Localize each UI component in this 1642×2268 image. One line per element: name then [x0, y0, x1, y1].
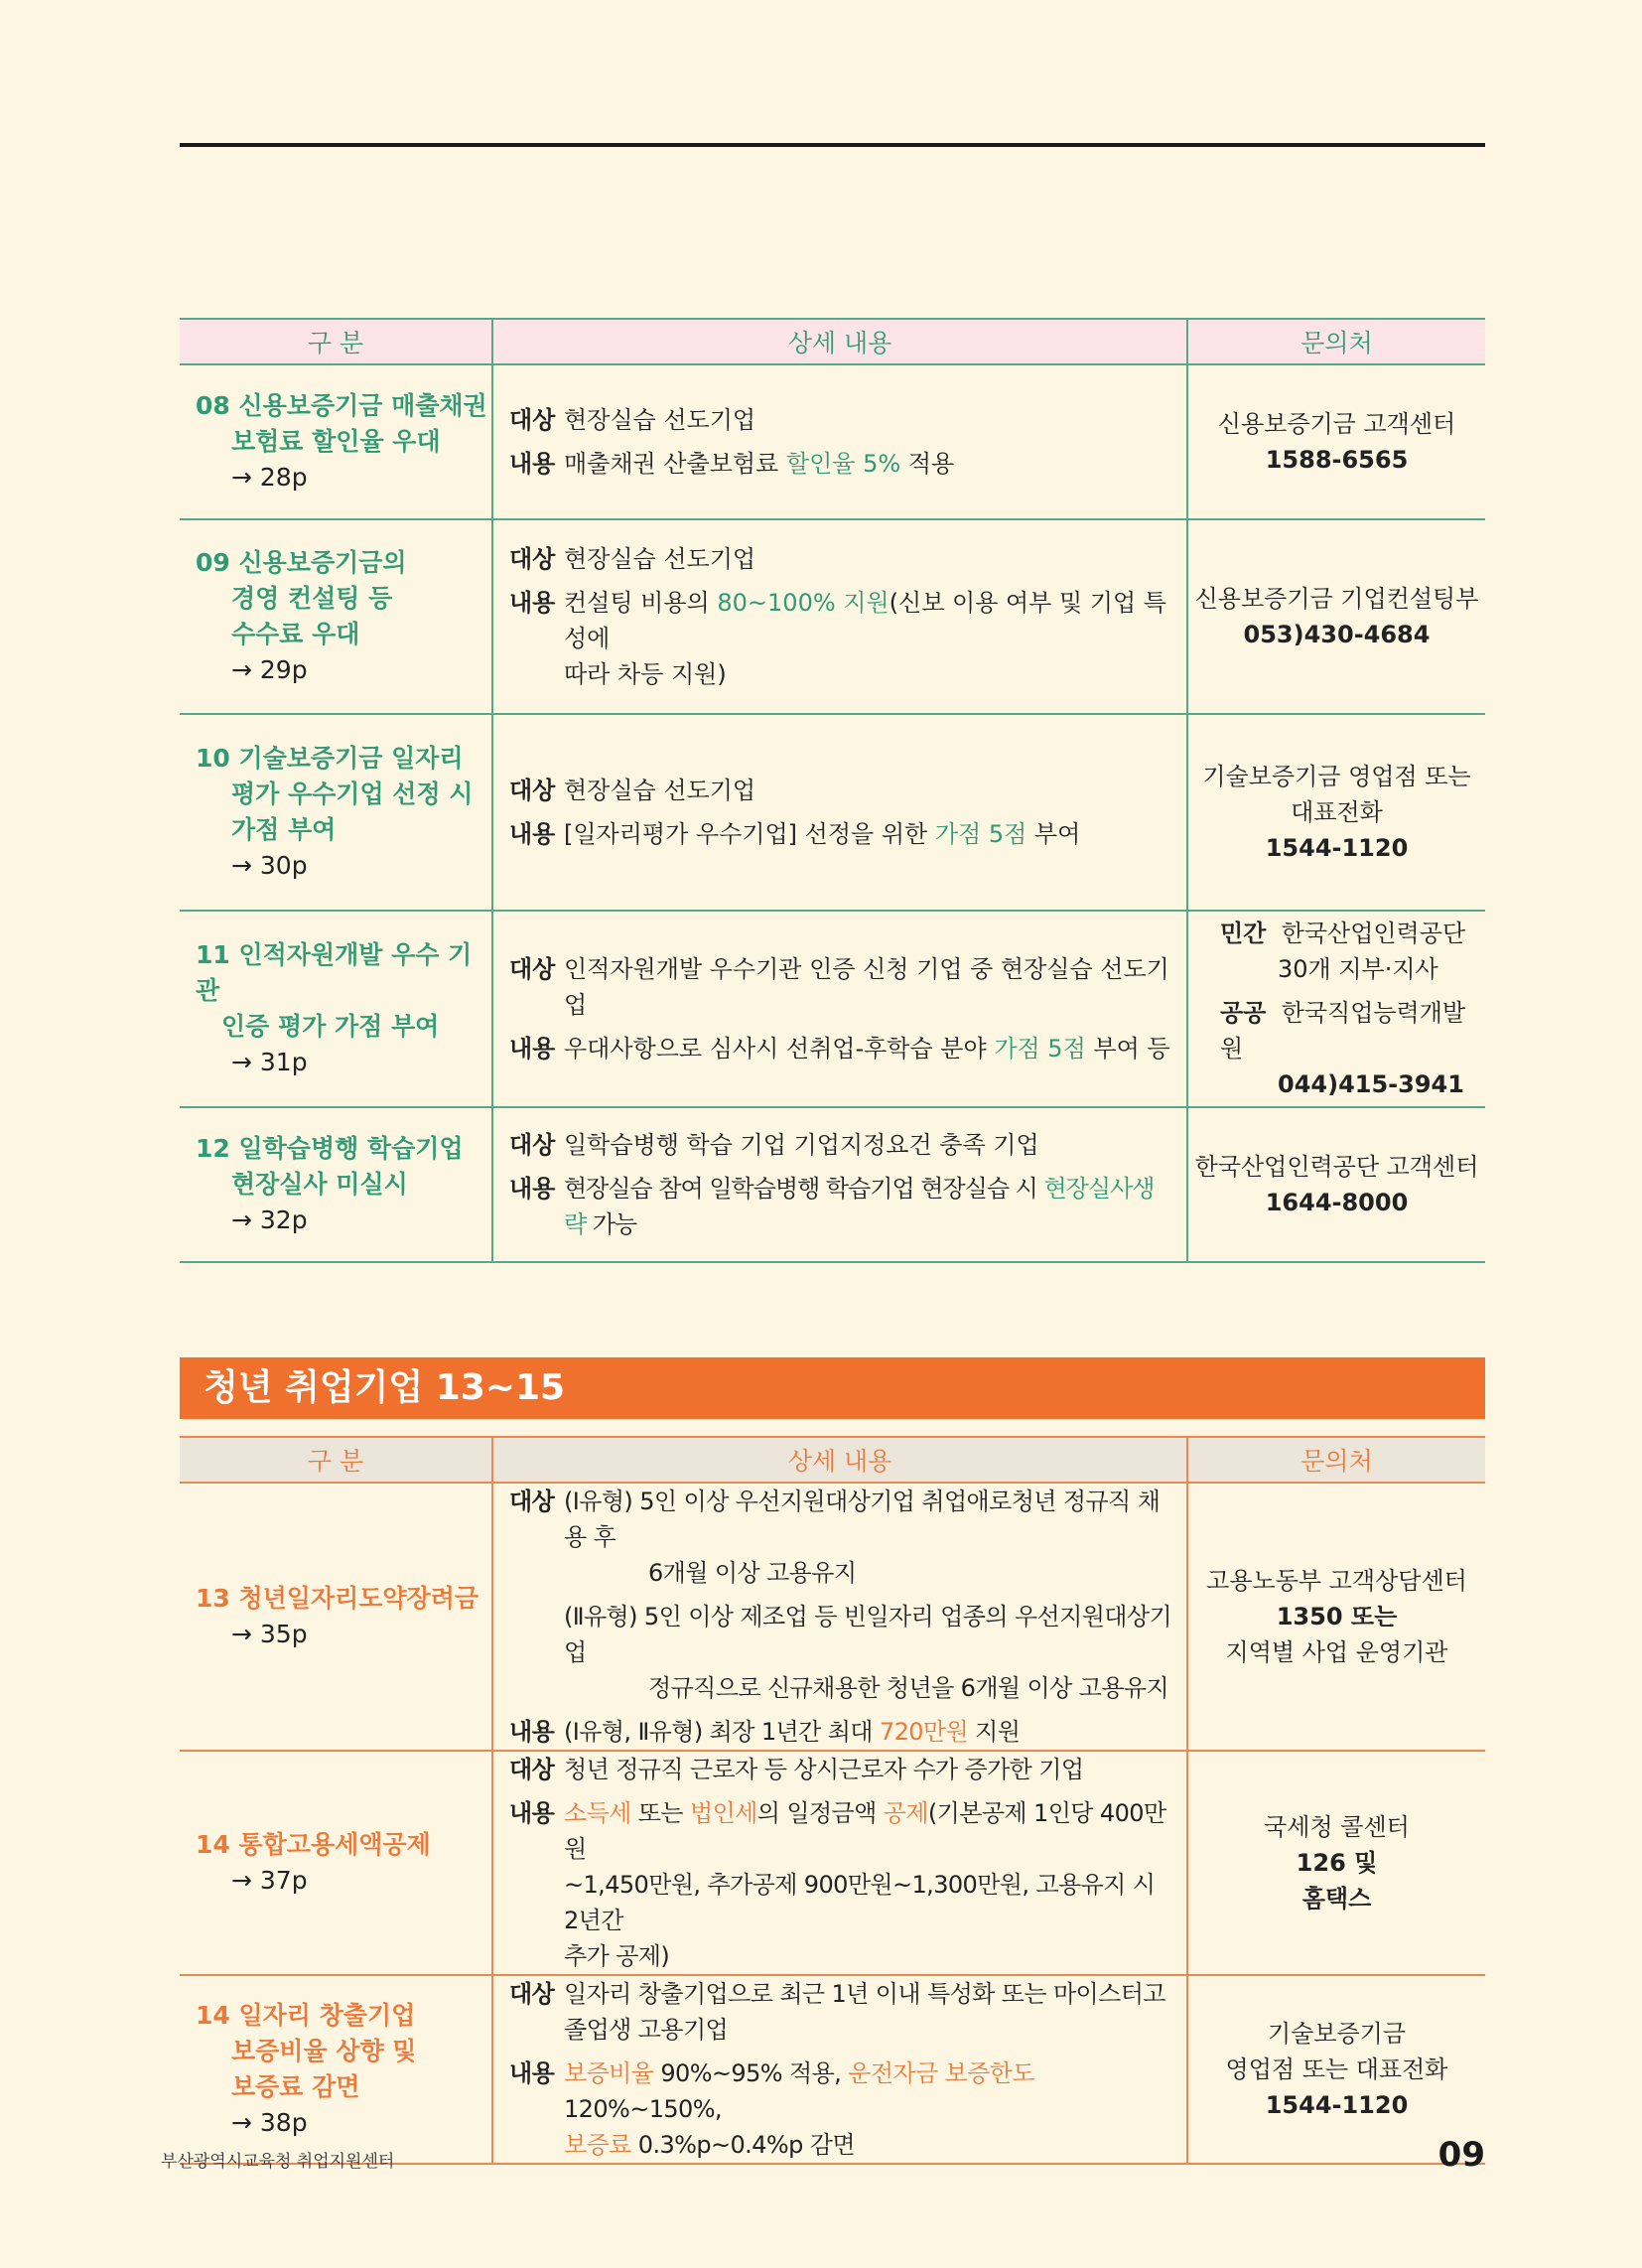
- content-text: 부여: [1026, 820, 1081, 848]
- table-row: [180, 519, 1485, 714]
- content-text: 추가 공제): [564, 1942, 670, 1970]
- contact-phone: 126 및: [1296, 1849, 1378, 1877]
- table-row: [180, 1483, 1485, 1751]
- content-highlight: 운전자금 보증한도: [848, 2059, 1034, 2087]
- page-link[interactable]: → 29p: [231, 655, 308, 684]
- contact-org: 기술보증기금 영업점 또는: [1202, 763, 1471, 790]
- category-cell: [180, 1975, 492, 2164]
- contact-cell: [1187, 911, 1485, 1107]
- content-text: 120%~150%,: [564, 2095, 722, 2123]
- page-link[interactable]: → 28p: [231, 463, 308, 492]
- content-text: ~1,450만원, 추가공제 900만원~1,300만원, 고용유지 시 2년간: [564, 1871, 1156, 1934]
- content-label: 내용: [509, 1035, 556, 1063]
- contact-org: 한국산업인력공단 고객센터: [1194, 1153, 1479, 1181]
- detail-cell: [492, 519, 1187, 714]
- header-contact: 문의처: [1187, 1437, 1485, 1483]
- content-highlight: 보증료: [564, 2131, 631, 2159]
- target-text: 현장실습 선도기업: [564, 777, 756, 804]
- contact-org: 고용노동부 고객상담센터: [1206, 1567, 1467, 1595]
- target-text: 일학습병행 학습 기업 기업지정요건 충족 기업: [564, 1131, 1039, 1159]
- category-title: 13 청년일자리도약장려금: [196, 1584, 479, 1613]
- category-title: 수수료 우대: [231, 620, 360, 648]
- content-label: 내용: [509, 450, 556, 478]
- target-label: 대상: [509, 406, 556, 434]
- content-highlight: 소득세: [564, 1799, 631, 1827]
- section-banner: 청년 취업기업 13~15: [180, 1357, 1485, 1419]
- contact-cell: [1187, 714, 1485, 911]
- target-label: 대상: [509, 955, 556, 983]
- detail-cell: [492, 1975, 1187, 2164]
- content-text: 현장실습 참여 일학습병행 학습기업 현장실습 시: [564, 1175, 1044, 1203]
- target-label: 대상: [509, 1131, 556, 1159]
- page-link[interactable]: → 35p: [231, 1620, 308, 1648]
- target-text: 일자리 창출기업으로 최근 1년 이내 특성화 또는 마이스터고: [564, 1980, 1165, 2008]
- target-text: (Ⅱ유형) 5인 이상 제조업 등 빈일자리 업종의 우선지원대상기업: [564, 1603, 1172, 1666]
- category-title: 08 신용보증기금 매출채권: [196, 391, 487, 420]
- content-highlight: 가점 5점: [994, 1035, 1086, 1063]
- benefits-table-2: [180, 1436, 1485, 2165]
- content-text: (Ⅰ유형, Ⅱ유형) 최장 1년간 최대: [564, 1718, 880, 1746]
- contact-org: 기술보증기금: [1267, 2020, 1407, 2048]
- content-text: 의 일정금액: [756, 1799, 884, 1827]
- target-text: 청년 정규직 근로자 등 상시근로자 수가 증가한 기업: [564, 1756, 1084, 1783]
- content-text: 부여 등: [1085, 1035, 1170, 1063]
- content-text: (기본공제 1인당 400만원: [564, 1799, 1166, 1863]
- content-text: 컨설팅 비용의: [564, 589, 718, 617]
- page-link[interactable]: → 32p: [231, 1205, 308, 1234]
- category-title: 가점 부여: [231, 815, 337, 844]
- target-text: 졸업생 고용기업: [564, 2016, 729, 2044]
- category-title: 12 일학습병행 학습기업: [196, 1134, 464, 1163]
- contact-cell: [1187, 1107, 1485, 1262]
- category-cell: [180, 911, 492, 1107]
- content-label: 내용: [509, 820, 556, 848]
- content-label: 내용: [509, 1718, 555, 1746]
- contact-org: 한국직업능력개발원: [1220, 999, 1466, 1063]
- contact-phone: 1588-6565: [1265, 446, 1409, 474]
- contact-phone: 1644-8000: [1265, 1189, 1409, 1216]
- top-rule: [180, 143, 1485, 147]
- content-highlight: 법인세: [690, 1799, 757, 1827]
- content-highlight: 가점 5점: [934, 820, 1027, 848]
- contact-cell: [1187, 519, 1485, 714]
- content-highlight: 현장실사생략: [564, 1175, 1155, 1238]
- header-category: 구 분: [180, 319, 492, 364]
- header-contact: 문의처: [1187, 319, 1485, 364]
- page-number: 09: [1437, 2135, 1485, 2175]
- target-label: 대상: [509, 777, 556, 804]
- category-title: 경영 컨설팅 등: [231, 584, 393, 613]
- content-text: 적용: [900, 450, 955, 478]
- content-highlight: 할인율 5%: [785, 450, 901, 478]
- content-text: 가능: [586, 1210, 637, 1238]
- category-cell: [180, 519, 492, 714]
- table-row: [180, 1975, 1485, 2164]
- content-text: 매출채권 산출보험료: [564, 450, 786, 478]
- target-text: (Ⅰ유형) 5인 이상 우선지원대상기업 취업애로청년 정규직 채용 후: [564, 1488, 1161, 1551]
- header-detail: 상세 내용: [492, 319, 1187, 364]
- target-label: 대상: [509, 1488, 555, 1515]
- content-text: 따라 차등 지원): [564, 660, 727, 688]
- contact-org: 30개 지부·지사: [1278, 955, 1438, 983]
- contact-phone: 1544-1120: [1265, 2091, 1409, 2119]
- category-title: 14 통합고용세액공제: [196, 1830, 431, 1859]
- page-link[interactable]: → 37p: [231, 1866, 308, 1895]
- table-header-row: [180, 1437, 1485, 1483]
- category-title: 평가 우수기업 선정 시: [231, 780, 474, 808]
- content-text: (신보 이용 여부 및 기업 특성에: [564, 589, 1166, 652]
- table-header-row: [180, 319, 1485, 364]
- category-title: 보험료 할인율 우대: [231, 427, 441, 456]
- target-text: 6개월 이상 고용유지: [648, 1559, 857, 1587]
- content-highlight: 80~100% 지원: [717, 589, 889, 617]
- contact-cell: [1187, 1483, 1485, 1751]
- contact-org: 대표전화: [1291, 798, 1383, 826]
- contact-org: 신용보증기금 기업컨설팅부: [1194, 585, 1479, 613]
- target-label: 대상: [509, 545, 556, 573]
- target-label: 대상: [509, 1756, 555, 1783]
- contact-phone: 044)415-3941: [1278, 1070, 1464, 1098]
- contact-org: 지역별 사업 운영기관: [1225, 1638, 1448, 1666]
- target-text: 정규직으로 신규채용한 청년을 6개월 이상 고용유지: [648, 1674, 1169, 1702]
- target-label: 대상: [509, 1980, 555, 2008]
- category-title: 인증 평가 가점 부여: [221, 1012, 440, 1041]
- contact-private-label: 민간: [1220, 920, 1267, 947]
- detail-cell: [492, 1483, 1187, 1751]
- header-detail: 상세 내용: [492, 1437, 1187, 1483]
- target-text: 인적자원개발 우수기관 인증 신청 기업 중 현장실습 선도기업: [564, 955, 1169, 1019]
- category-title: 14 일자리 창출기업: [196, 2001, 416, 2030]
- target-text: 현장실습 선도기업: [564, 545, 756, 573]
- table-row: [180, 911, 1485, 1107]
- header-category: 구 분: [180, 1437, 492, 1483]
- content-text: 지원: [968, 1718, 1021, 1746]
- contact-org: 국세청 콜센터: [1264, 1813, 1410, 1841]
- category-cell: [180, 1483, 492, 1751]
- category-cell: [180, 714, 492, 911]
- contact-phone: 1544-1120: [1265, 834, 1409, 862]
- content-label: 내용: [509, 589, 556, 617]
- benefits-table-1: [180, 318, 1485, 1263]
- content-text: 또는: [630, 1799, 690, 1827]
- page-link[interactable]: → 30p: [231, 851, 308, 880]
- content-label: 내용: [509, 1175, 556, 1203]
- contact-org: 신용보증기금 고객센터: [1217, 410, 1456, 438]
- contact-cell: [1187, 1751, 1485, 1975]
- contact-public-label: 공공: [1220, 999, 1267, 1027]
- category-title: 보증비율 상향 및: [231, 2037, 417, 2065]
- detail-cell: [492, 364, 1187, 519]
- table-row: [180, 364, 1485, 519]
- category-cell: [180, 364, 492, 519]
- category-title: 10 기술보증기금 일자리: [196, 744, 464, 773]
- table-row: [180, 1751, 1485, 1975]
- content-highlight: 720만원: [879, 1718, 969, 1746]
- content-label: 내용: [509, 2059, 555, 2087]
- category-title: 현장실사 미실시: [231, 1170, 408, 1199]
- footer-organization: 부산광역시교육청 취업지원센터: [161, 2152, 395, 2172]
- category-title: 09 신용보증기금의: [196, 548, 407, 577]
- content-highlight: 공제: [883, 1799, 928, 1827]
- contact-org: 영업점 또는 대표전화: [1225, 2055, 1448, 2083]
- content-text: 0.3%p~0.4%p 감면: [630, 2131, 855, 2159]
- category-cell: [180, 1107, 492, 1262]
- page-link[interactable]: → 31p: [231, 1048, 308, 1076]
- detail-cell: [492, 1751, 1187, 1975]
- content-text: [일자리평가 우수기업] 선정을 위한: [564, 820, 935, 848]
- contact-cell: [1187, 364, 1485, 519]
- content-label: 내용: [509, 1799, 555, 1827]
- category-title: 보증료 감면: [231, 2072, 360, 2101]
- contact-phone: 1350 또는: [1276, 1603, 1398, 1630]
- detail-cell: [492, 714, 1187, 911]
- detail-cell: [492, 1107, 1187, 1262]
- contact-org: 한국산업인력공단: [1281, 920, 1466, 947]
- content-highlight: 보증비율: [564, 2059, 654, 2087]
- content-text: 90%~95% 적용,: [653, 2059, 849, 2087]
- target-text: 현장실습 선도기업: [564, 406, 756, 434]
- category-title: 11 인적자원개발 우수 기관: [196, 940, 473, 1005]
- table-row: [180, 714, 1485, 911]
- page-link[interactable]: → 38p: [231, 2108, 308, 2137]
- table-row: [180, 1107, 1485, 1262]
- contact-org: 홈택스: [1301, 1885, 1372, 1913]
- contact-phone: 053)430-4684: [1243, 621, 1431, 648]
- detail-cell: [492, 911, 1187, 1107]
- category-cell: [180, 1751, 492, 1975]
- content-text: 우대사항으로 심사시 선취업-후학습 분야: [564, 1035, 995, 1063]
